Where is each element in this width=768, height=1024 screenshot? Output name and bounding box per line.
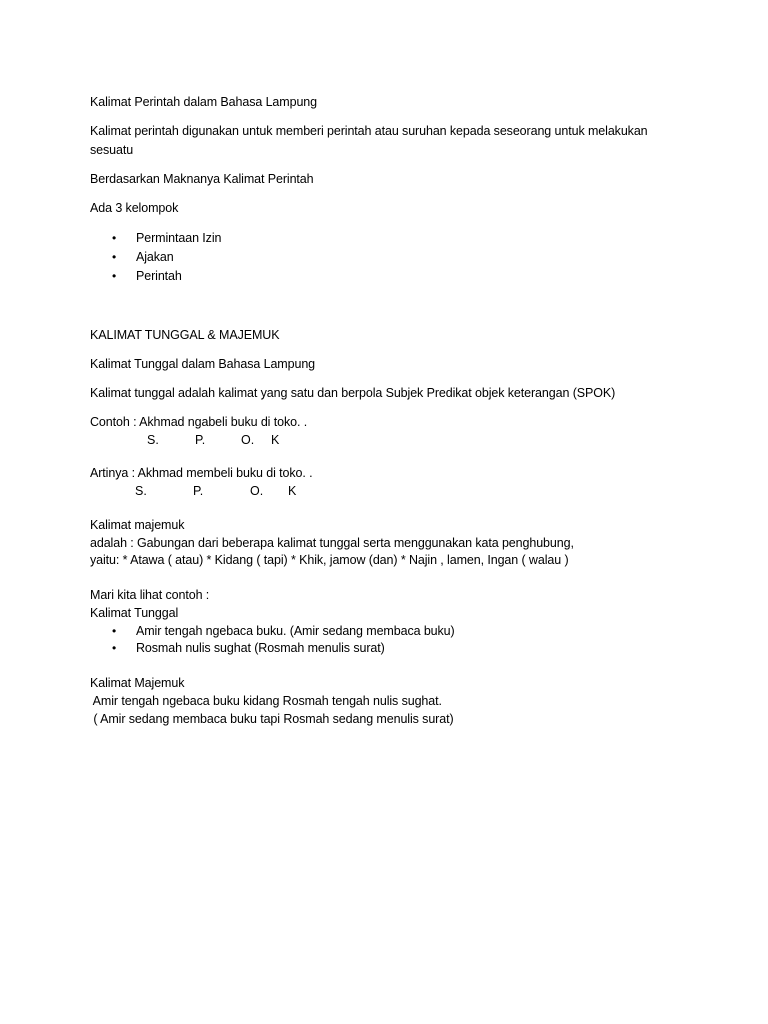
kalimat-perintah-subheading: Berdasarkan Maknanya Kalimat Perintah bbox=[90, 172, 314, 186]
kalimat-majemuk-example-line-1: Amir tengah ngebaca buku kidang Rosmah tengah nulis sughat. bbox=[90, 694, 442, 708]
kalimat-majemuk-label: Kalimat Majemuk bbox=[90, 676, 185, 690]
example-marker-subject: S. bbox=[147, 433, 159, 447]
meaning-marker-subject: S. bbox=[135, 484, 147, 498]
bullet-icon: • bbox=[112, 231, 117, 245]
bullet-icon: • bbox=[112, 250, 117, 264]
meaning-marker-predicate: P. bbox=[193, 484, 204, 498]
example-intro: Mari kita lihat contoh : bbox=[90, 588, 210, 602]
list-item-tunggal-example-2: Rosmah nulis sughat (Rosmah menulis surat) bbox=[136, 641, 385, 655]
kalimat-perintah-definition-line-2: sesuatu bbox=[90, 143, 134, 157]
kalimat-tunggal-definition: Kalimat tunggal adalah kalimat yang satu dan berpola Subjek Predikat objek keterangan (SPOK) bbox=[90, 386, 616, 400]
example-marker-keterangan: K bbox=[271, 433, 280, 447]
group-count-text: Ada 3 kelompok bbox=[90, 201, 179, 215]
kalimat-tunggal-label: Kalimat Tunggal bbox=[90, 606, 179, 620]
list-item-ajakan: Ajakan bbox=[136, 250, 174, 264]
kalimat-tunggal-subheading: Kalimat Tunggal dalam Bahasa Lampung bbox=[90, 357, 316, 371]
meaning-marker-keterangan: K bbox=[288, 484, 297, 498]
list-item-permintaan-izin: Permintaan Izin bbox=[136, 231, 222, 245]
kalimat-majemuk-example-line-2: ( Amir sedang membaca buku tapi Rosmah sedang menulis surat) bbox=[90, 712, 454, 726]
bullet-icon: • bbox=[112, 641, 117, 655]
list-item-perintah: Perintah bbox=[136, 269, 182, 283]
section-title-kalimat-perintah: Kalimat Perintah dalam Bahasa Lampung bbox=[90, 95, 317, 109]
kalimat-majemuk-heading: Kalimat majemuk bbox=[90, 518, 185, 532]
section-title-kalimat-tunggal-majemuk: KALIMAT TUNGGAL & MAJEMUK bbox=[90, 328, 280, 342]
bullet-icon: • bbox=[112, 624, 117, 638]
meaning-sentence: Artinya : Akhmad membeli buku di toko. . bbox=[90, 466, 313, 480]
meaning-marker-object: O. bbox=[250, 484, 264, 498]
list-item-tunggal-example-1: Amir tengah ngebaca buku. (Amir sedang membaca buku) bbox=[136, 624, 455, 638]
example-marker-predicate: P. bbox=[195, 433, 206, 447]
example-marker-object: O. bbox=[241, 433, 255, 447]
kalimat-perintah-definition-line-1: Kalimat perintah digunakan untuk memberi perintah atau suruhan kepada seseorang untuk melakukan bbox=[90, 124, 648, 138]
kalimat-majemuk-definition-line-1: adalah : Gabungan dari beberapa kalimat tunggal serta menggunakan kata penghubung, bbox=[90, 536, 574, 550]
example-sentence: Contoh : Akhmad ngabeli buku di toko. . bbox=[90, 415, 308, 429]
bullet-icon: • bbox=[112, 269, 117, 283]
kalimat-majemuk-definition-line-2: yaitu: * Atawa ( atau) * Kidang ( tapi) * Khik, jamow (dan) * Najin , lamen, Ingan ( walau ) bbox=[90, 553, 569, 567]
